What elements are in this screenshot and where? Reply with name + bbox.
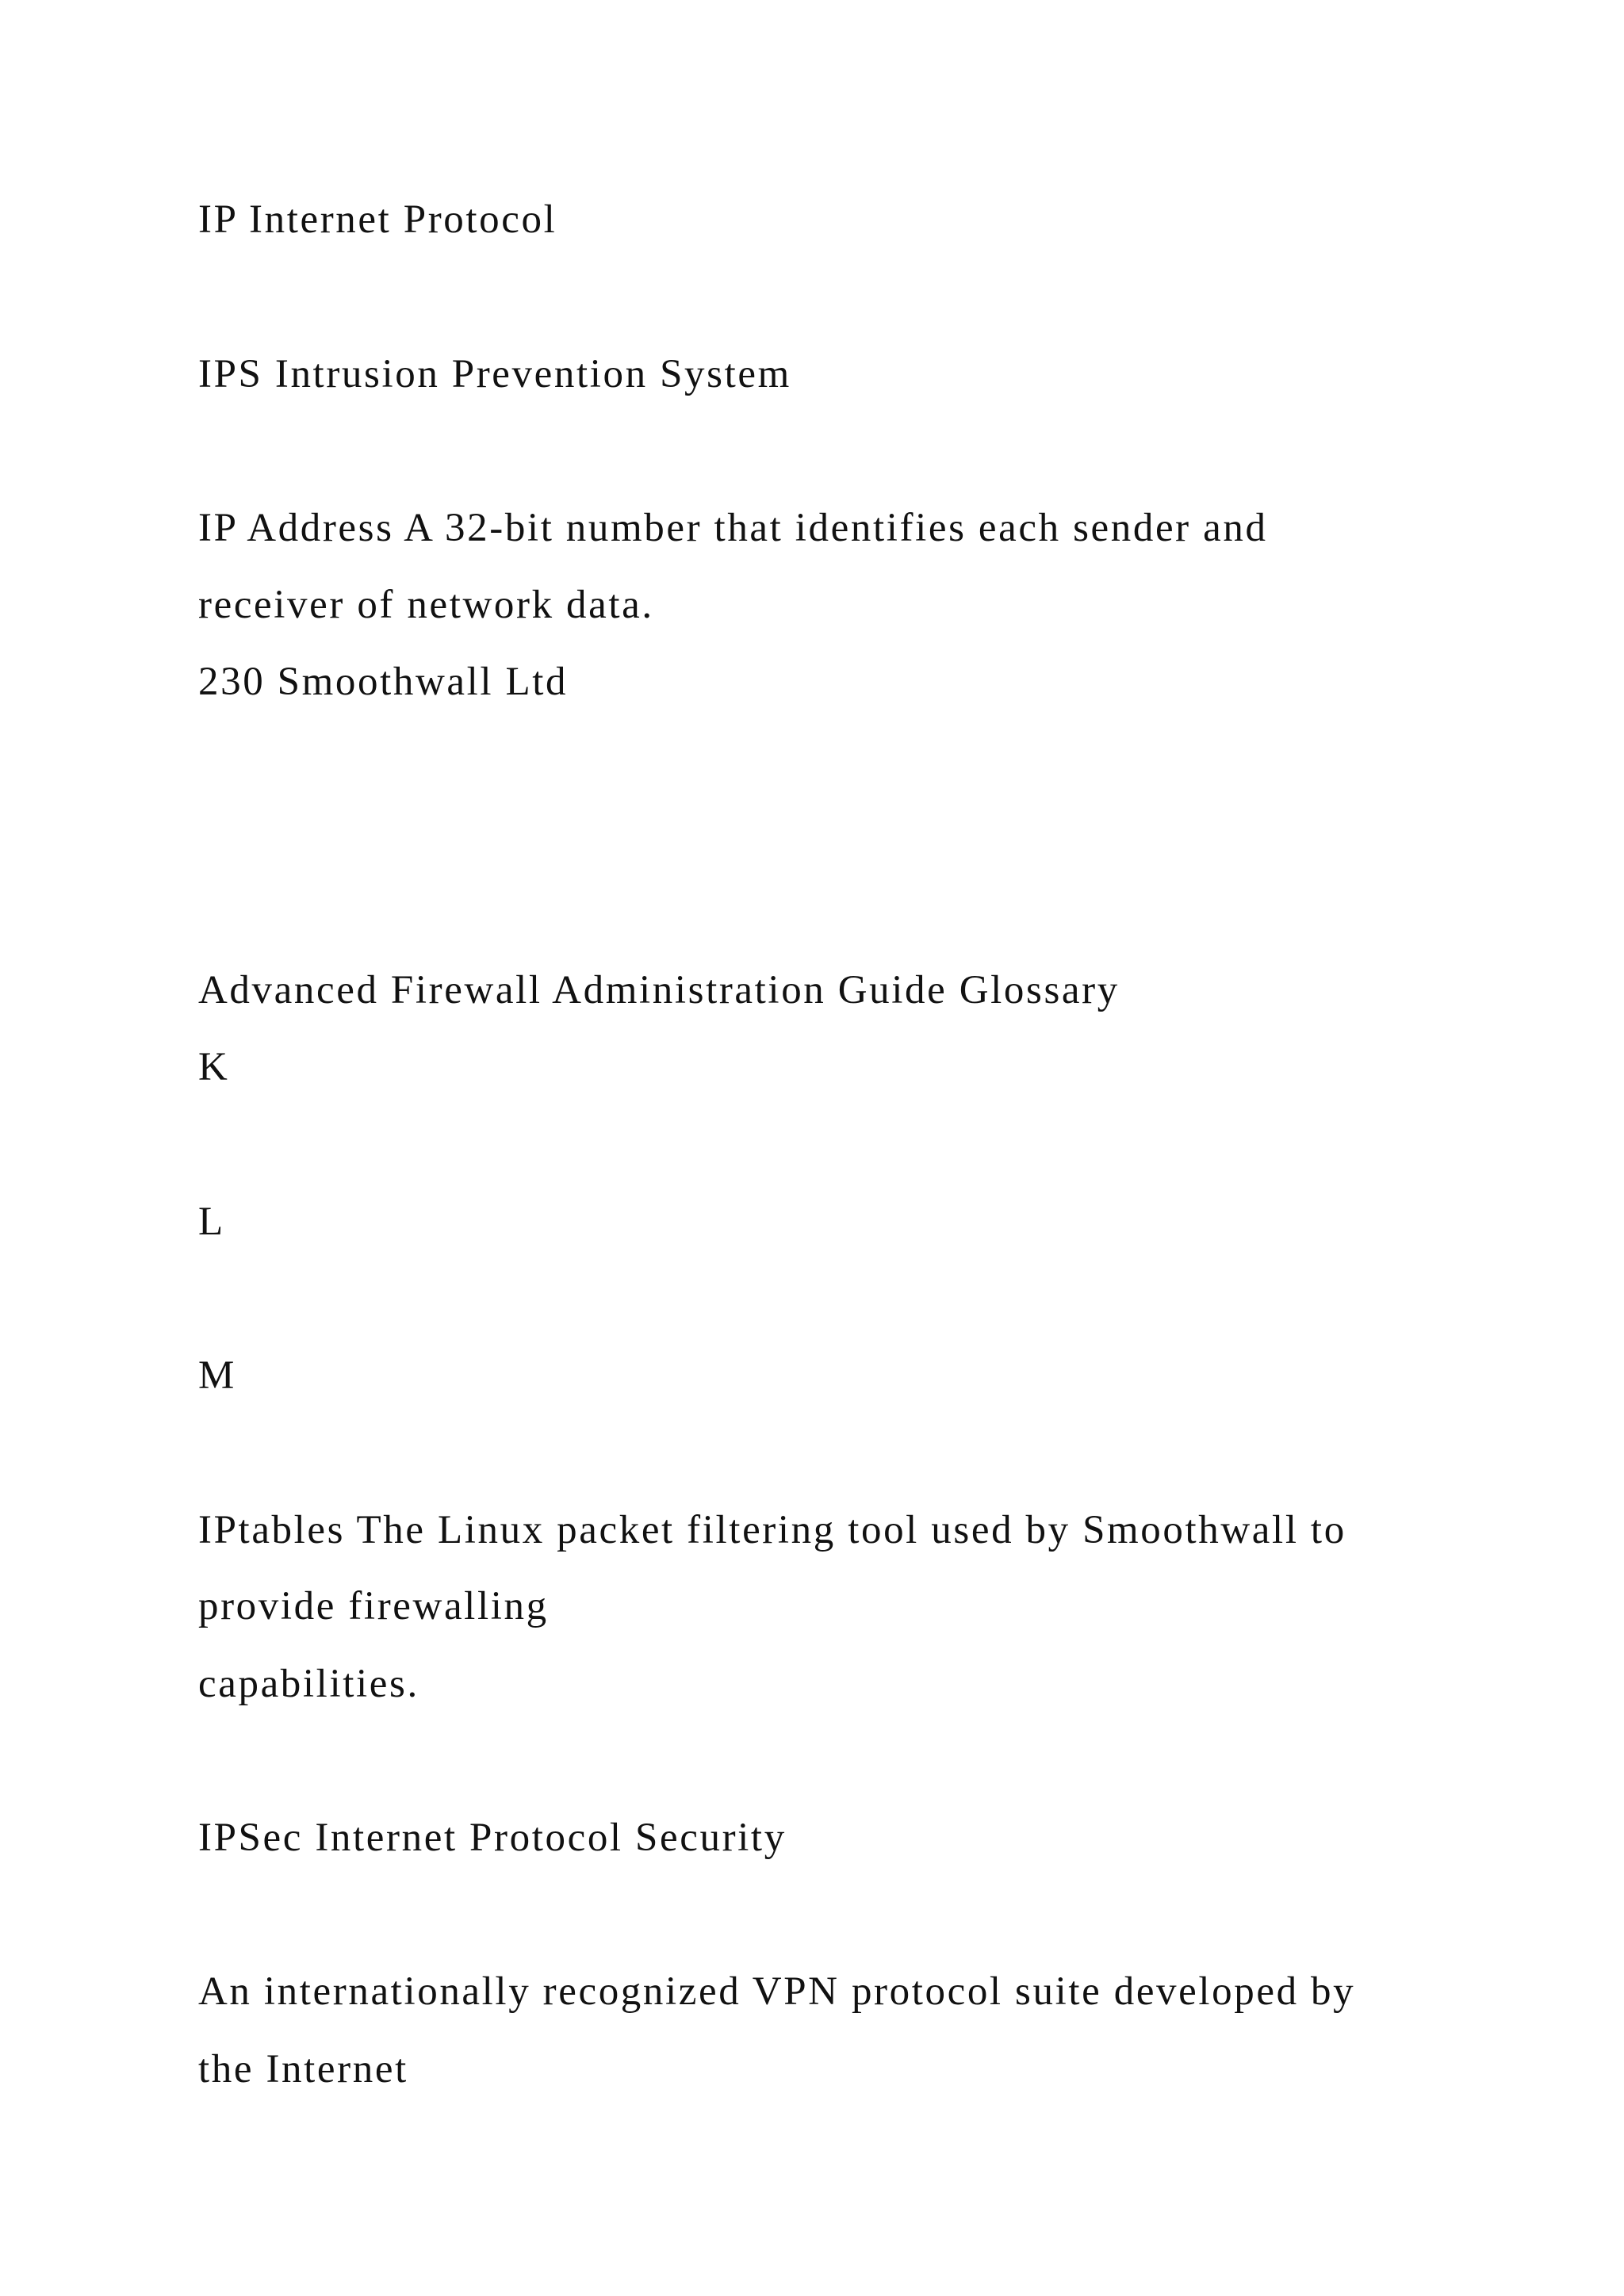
- glossary-entry-iptables-cont-2: capabilities.: [198, 1662, 419, 1706]
- page-footer: 230 Smoothwall Ltd: [198, 660, 569, 704]
- glossary-entry-ip-address-cont: receiver of network data.: [198, 583, 654, 627]
- glossary-entry-iptables: IPtables The Linux packet filtering tool used by Smoothwall to: [198, 1508, 1346, 1552]
- page-header: Advanced Firewall Administration Guide Glossary: [198, 968, 1120, 1012]
- glossary-entry-ips: IPS Intrusion Prevention System: [198, 352, 791, 396]
- glossary-entry-ip: IP Internet Protocol: [198, 197, 557, 242]
- section-letter-l: L: [198, 1200, 225, 1244]
- glossary-entry-ipsec-desc: An internationally recognized VPN protocol suite developed by: [198, 1969, 1356, 2014]
- glossary-entry-ipsec-desc-cont: the Internet: [198, 2047, 408, 2091]
- glossary-entry-ipsec: IPSec Internet Protocol Security: [198, 1816, 787, 1860]
- glossary-entry-iptables-cont: provide firewalling: [198, 1584, 549, 1628]
- section-letter-k: K: [198, 1045, 230, 1089]
- glossary-entry-ip-address: IP Address A 32-bit number that identifies each sender and: [198, 506, 1268, 550]
- section-letter-m: M: [198, 1353, 236, 1398]
